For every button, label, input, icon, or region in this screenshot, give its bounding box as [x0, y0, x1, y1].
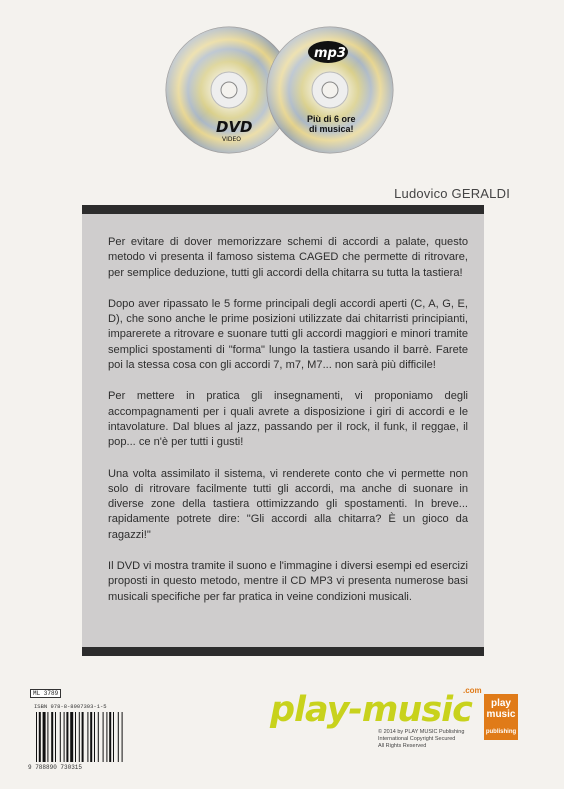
- mp3-tagline-1: Più di 6 ore: [307, 114, 356, 124]
- discs-illustration: [0, 0, 564, 180]
- bottom-rule: [82, 647, 484, 656]
- paragraph-4: Una volta assimilato il sistema, vi renderete conto che vi permette non solo di ritrovare facilmente tutti gli accordi, ma anche di suonare in diverse zone della tastiera ottimizzando gli spostamenti. In breve... rapidamente potrete dire: "Gli accordi alla chitarra? È un gioco da ragazzi!": [108, 467, 468, 541]
- paragraph-2: Dopo aver ripassato le 5 forme principali degli accordi aperti (C, A, G, E, D), che sono anche le prime posizioni utilizzate dai chitarristi principianti, imparerete a ritrovare e suonare tutti gli accordi maggiori e minori tramite semplici spostamenti di "forma" lungo la tastiera usando il barrè. Farete poi la stessa cosa con gli accordi 7, m7, M7... non sarà più difficile!: [108, 297, 468, 372]
- paragraph-5: Il DVD vi mostra tramite il suono e l'immagine i diversi esempi ed esercizi proposti in questo metodo, mentre il CD MP3 vi presenta numerose basi musicali specifiche per far pratica in veine condizioni musicali.: [108, 560, 468, 603]
- copyright-line-2: International Copyright Secured: [378, 736, 456, 742]
- badge-line-3: publishing: [485, 729, 517, 735]
- paragraph-1: Per evitare di dover memorizzare schemi di accordi a palate, questo metodo vi presenta il famoso sistema CAGED che permette di ritrovare, per semplice deduzione, tutti gli accordi della chitarra su tutta la tastiera!: [108, 236, 468, 279]
- logo-com-suffix: .com: [463, 686, 482, 695]
- barcode: [34, 712, 136, 762]
- publishing-badge: [484, 694, 518, 740]
- mp3-tagline-2: di musica!: [309, 124, 354, 134]
- barcode-digits: 9 788890 730315: [28, 764, 83, 771]
- author-name: Ludovico GERALDI: [394, 186, 510, 201]
- dvd-logo: DVD: [216, 118, 253, 136]
- top-rule: [82, 205, 484, 214]
- copyright-notice: [378, 729, 478, 750]
- description-text: [108, 235, 468, 621]
- play-music-logo: play-music: [270, 690, 472, 730]
- copyright-line-3: All Rights Reserved: [378, 743, 427, 749]
- badge-line-1: play: [490, 698, 511, 709]
- paragraph-3: Per mettere in pratica gli insegnamenti, vi proponiamo degli accompagnamenti per i quali avrete a disposizione i giri di accordi e le intavolature. Dal blues al jazz, passando per il rock, il funk, il reggae, il pop... ce n'è per tutti i gusti!: [108, 390, 468, 449]
- badge-line-2: music: [486, 709, 516, 720]
- dvd-video-label: VIDEO: [222, 136, 242, 143]
- copyright-line-1: © 2014 by PLAY MUSIC Publishing: [378, 729, 465, 735]
- catalog-number: ML 3789: [30, 689, 61, 698]
- svg-text:mp3: mp3: [314, 46, 346, 61]
- mp3-logo: [308, 41, 348, 63]
- isbn-text: ISBN 978-8-8907303-1-5: [34, 703, 107, 710]
